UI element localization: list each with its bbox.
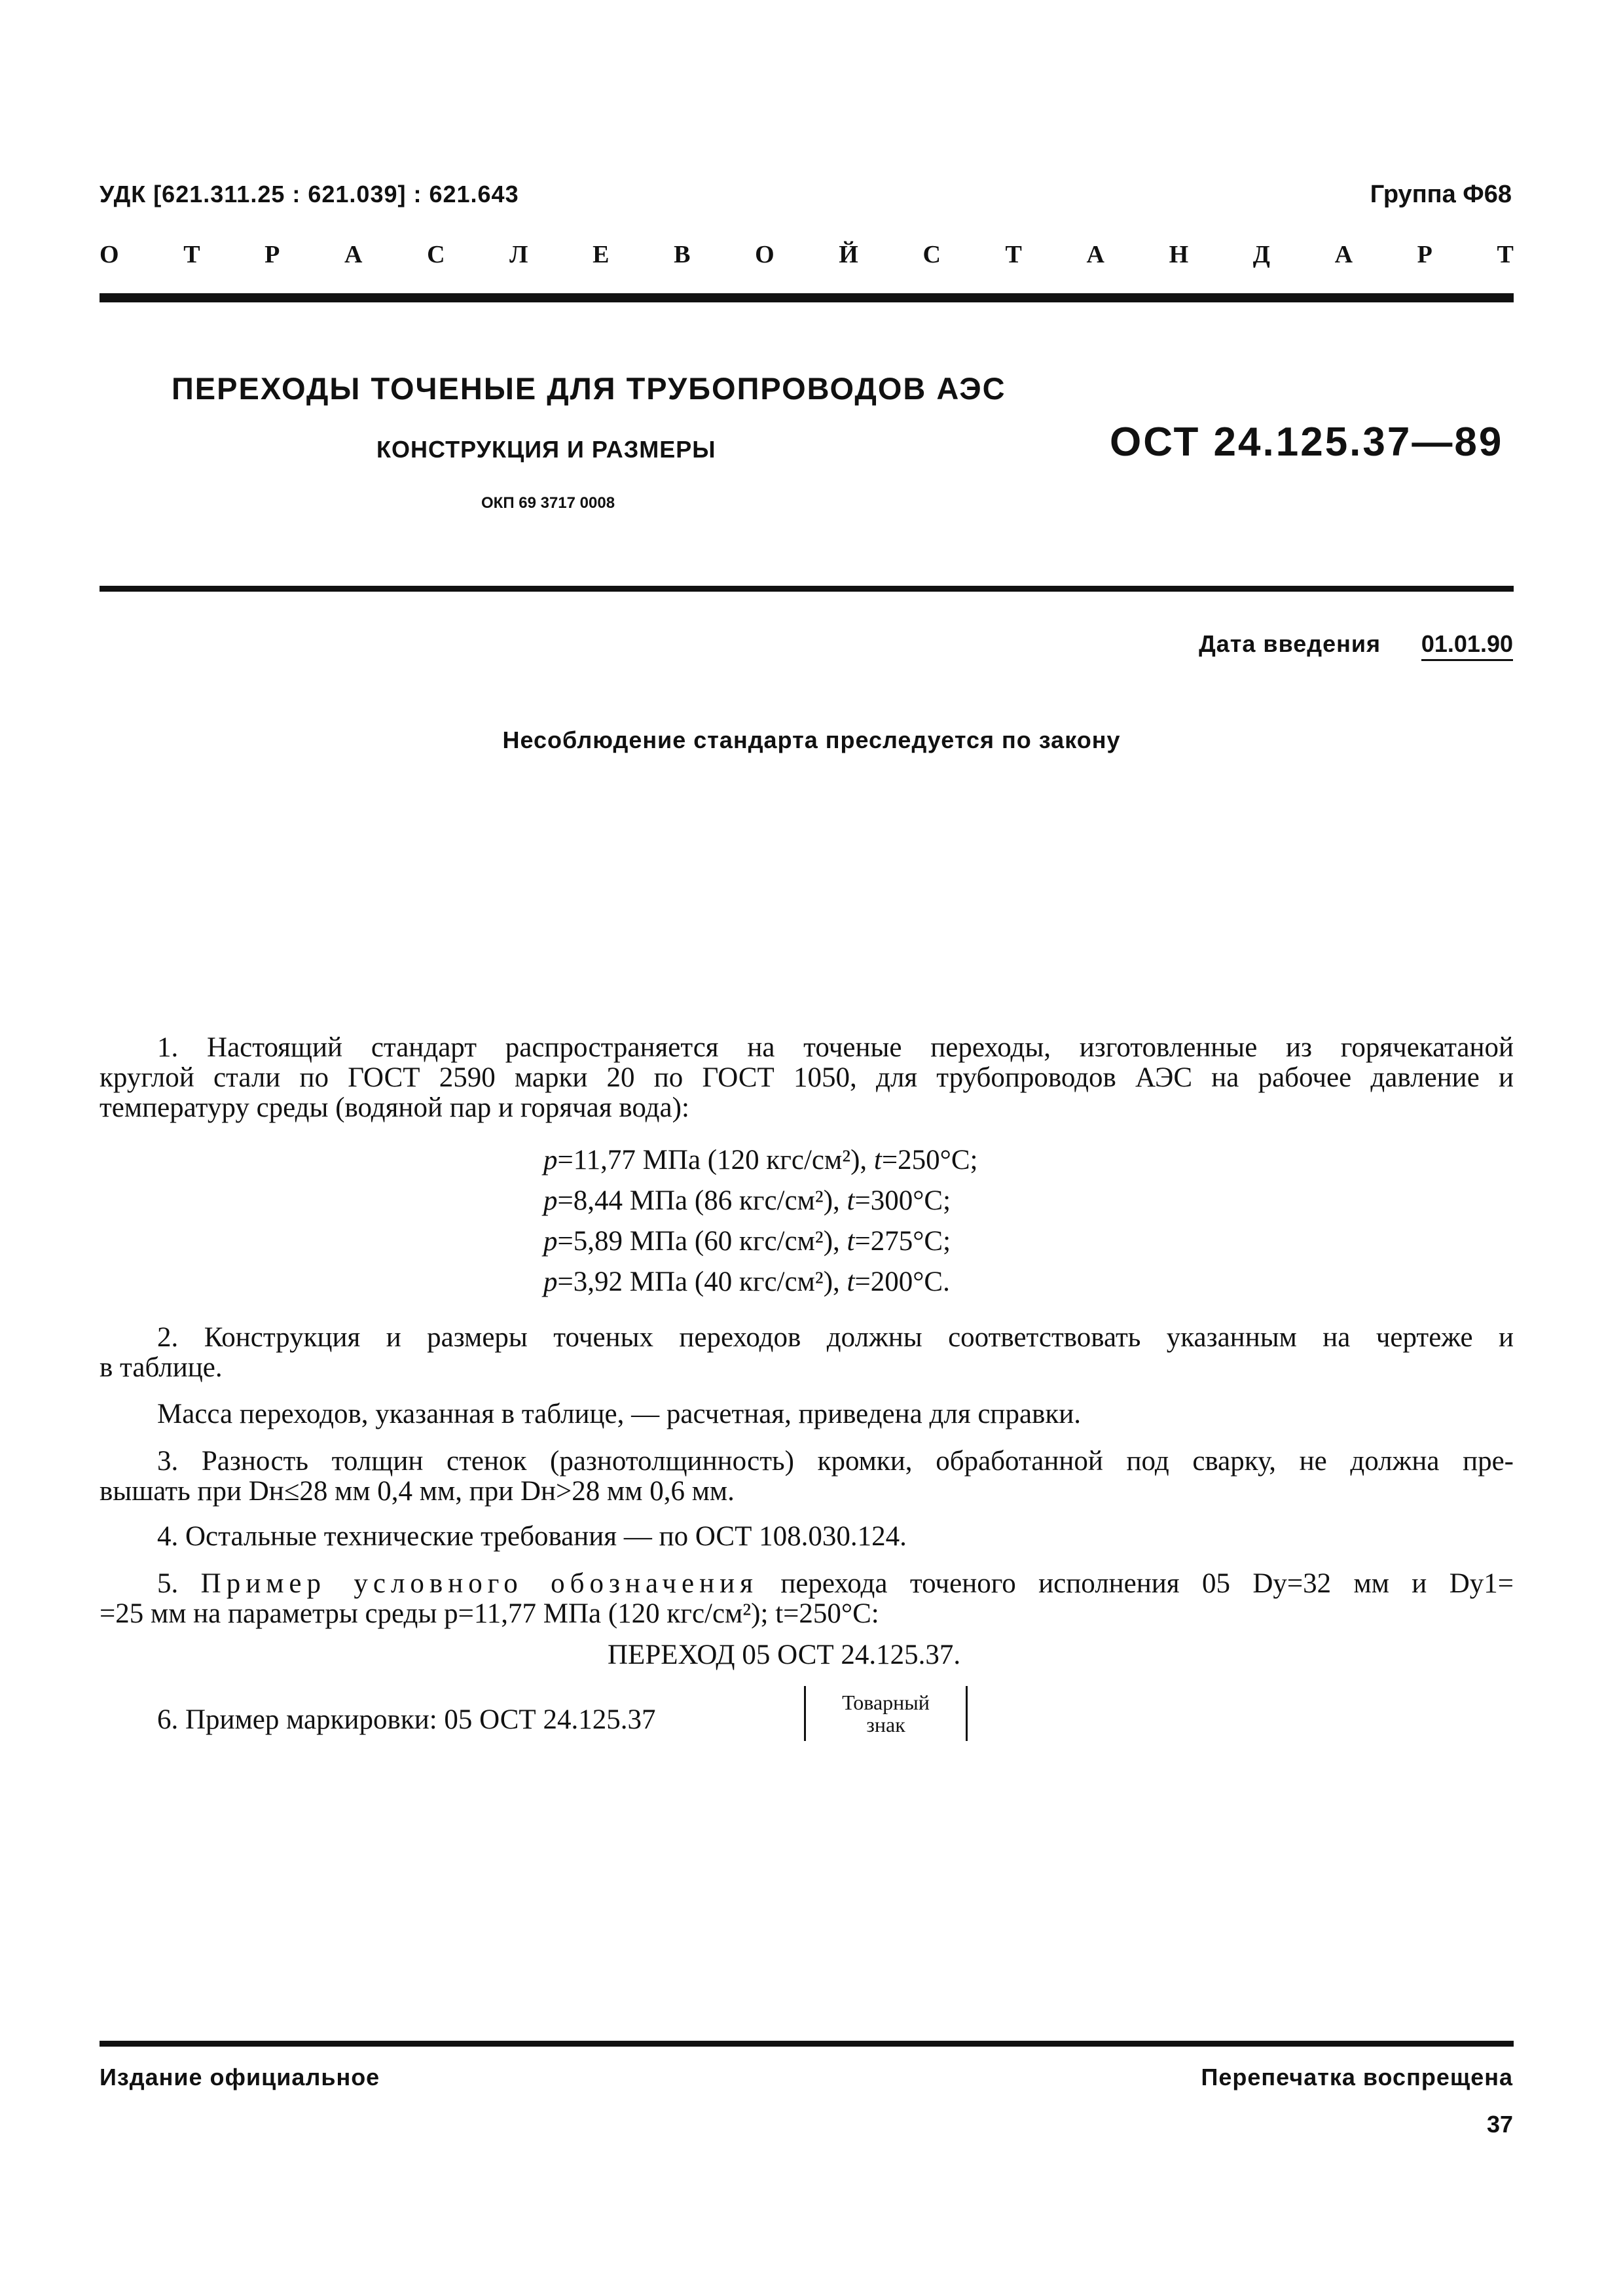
formula-line: [543, 1262, 977, 1302]
paragraph-5: [100, 1569, 1514, 1629]
document-subtitle: КОНСТРУКЦИЯ И РАЗМЕРЫ: [376, 436, 716, 463]
heading-letter: С: [922, 241, 941, 268]
paragraph-1: [100, 1033, 1514, 1123]
paragraph-2: [100, 1323, 1514, 1383]
trademark-line-1: Товарный: [842, 1691, 930, 1714]
heading-letter: Й: [839, 241, 858, 268]
paragraph-3: [100, 1446, 1514, 1507]
paragraph-5-line-1: 5. Пример условного обозначения перехода точеного исполнения 05 Dу=32 мм и Dу1=: [157, 1568, 1514, 1599]
heading-letter: Л: [509, 241, 528, 268]
spaced-phrase: Пример условного обозначения: [200, 1568, 758, 1599]
paragraph-2-line-2: в таблице.: [100, 1352, 223, 1383]
formula-pressure-value: =8,44 МПа (86 кгс/см²),: [557, 1185, 847, 1216]
paragraph-3-line-1: 3. Разность толщин стенок (разнотолщинность) кромки, обработанной под сварку, не должна пре-: [157, 1446, 1514, 1477]
heading-letter: Н: [1169, 241, 1189, 268]
formula-pressure-value: =5,89 МПа (60 кгс/см²),: [557, 1226, 847, 1257]
date-label: Дата введения: [1199, 630, 1381, 657]
designation-example: ПЕРЕХОД 05 ОСТ 24.125.37.: [608, 1640, 961, 1670]
document-title: ПЕРЕХОДЫ ТОЧЕНЫЕ ДЛЯ ТРУБОПРОВОДОВ АЭС: [172, 371, 1006, 406]
heading-letter: А: [1086, 241, 1104, 268]
trademark-box: [804, 1686, 968, 1741]
formula-temperature-value: =250°С;: [881, 1145, 978, 1175]
paragraph-1-line-2: круглой стали по ГОСТ 2590 марки 20 по ГОСТ 1050, для трубопроводов АЭС на рабочее давление и: [100, 1062, 1514, 1093]
formula-line: [543, 1181, 977, 1221]
formula-temperature-value: =300°С;: [854, 1185, 951, 1216]
header-rule: [100, 293, 1514, 302]
paragraph-3-line-2: вышать при Dн≤28 мм 0,4 мм, при Dн>28 мм 0,6 мм.: [100, 1476, 735, 1507]
heading-letter: А: [1334, 241, 1353, 268]
formula-list: [543, 1140, 977, 1302]
footer-rule: [100, 2041, 1514, 2047]
pressure-symbol: p: [543, 1145, 558, 1175]
heading-letter: Р: [264, 241, 280, 268]
formula-pressure-value: =11,77 МПа (120 кгс/см²),: [557, 1145, 874, 1175]
heading-letter: Е: [593, 241, 610, 268]
paragraph-6: 6. Пример маркировки: 05 ОСТ 24.125.37: [157, 1704, 656, 1735]
heading-letter: Д: [1252, 241, 1270, 268]
trademark-line-2: знак: [866, 1713, 905, 1736]
page-number: 37: [1486, 2111, 1513, 2138]
heading-letter: О: [755, 241, 775, 268]
paragraph-1-line-1: 1. Настоящий стандарт распространяется на точеные переходы, изготовленные из горячекатаной: [157, 1032, 1514, 1063]
heading-letter: С: [427, 241, 445, 268]
formula-temperature-value: =275°С;: [854, 1226, 951, 1257]
pressure-symbol: p: [543, 1185, 558, 1216]
temperature-symbol: t: [847, 1185, 855, 1216]
heading-letter: А: [344, 241, 363, 268]
standard-code: ОСТ 24.125.37—89: [1110, 420, 1504, 465]
formula-line: [543, 1221, 977, 1262]
legal-notice: Несоблюдение стандарта преследуется по закону: [502, 726, 1121, 753]
temperature-symbol: t: [873, 1145, 882, 1175]
heading-letter: Р: [1417, 241, 1432, 268]
formula-line: [543, 1140, 977, 1181]
group-code: Группа Ф68: [1370, 181, 1512, 208]
date-value: 01.01.90: [1421, 630, 1513, 661]
paragraph-2-line-1: 2. Конструкция и размеры точеных переходов должны соответствовать указанным на чертеже и: [157, 1322, 1514, 1353]
standard-type-heading: [100, 240, 1514, 269]
okp-code: ОКП 69 3717 0008: [481, 494, 615, 512]
formula-pressure-value: =3,92 МПа (40 кгс/см²),: [557, 1266, 847, 1297]
heading-letter: О: [100, 241, 119, 268]
title-rule: [100, 586, 1514, 592]
official-edition-label: Издание официальное: [100, 2064, 380, 2090]
heading-letter: Т: [183, 241, 200, 268]
udk-code: УДК [621.311.25 : 621.039] : 621.643: [100, 181, 519, 207]
paragraph-1-line-3: температуру среды (водяной пар и горячая вода):: [100, 1092, 689, 1123]
heading-letter: Т: [1497, 241, 1514, 268]
temperature-symbol: t: [847, 1266, 855, 1297]
heading-letter: В: [674, 241, 691, 268]
paragraph-5-line-2: =25 мм на параметры среды p=11,77 МПа (120 кгс/см²); t=250°С:: [100, 1598, 879, 1629]
paragraph-4: 4. Остальные технические требования — по ОСТ 108.030.124.: [157, 1521, 907, 1552]
temperature-symbol: t: [847, 1226, 855, 1257]
reprint-prohibited-label: Перепечатка воспрещена: [1201, 2064, 1513, 2090]
pressure-symbol: p: [543, 1226, 558, 1257]
pressure-symbol: p: [543, 1266, 558, 1297]
heading-letter: Т: [1005, 241, 1022, 268]
paragraph-2b: Масса переходов, указанная в таблице, — расчетная, приведена для справки.: [157, 1399, 1081, 1429]
formula-temperature-value: =200°С.: [854, 1266, 950, 1297]
